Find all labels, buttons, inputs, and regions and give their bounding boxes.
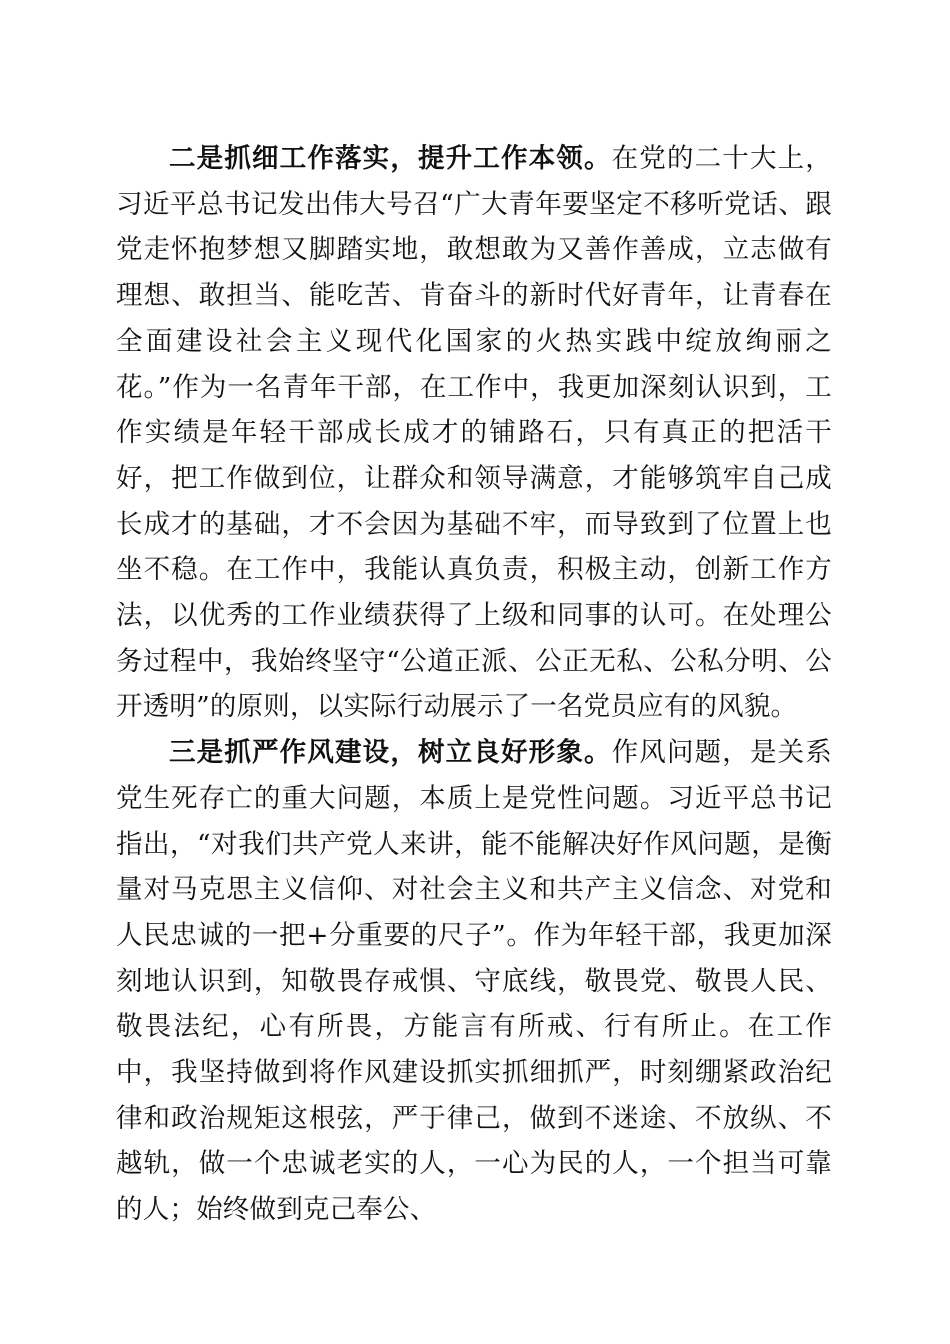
paragraph-3 — [116, 730, 832, 1233]
paragraph-2-lead: 二是抓细工作落实，提升工作本领。 — [169, 143, 612, 174]
paragraph-3-body: 作风问题，是关系党生死存亡的重大问题，本质上是党性问题。习近平总书记指出，“对我们共产党人来讲，能不能解决好作风问题，是衡量对马克思主义信仰、对社会主义和共产主义信念、对党和人民忠诚的一把+分重要的尺子”。作为年轻干部，我更加深刻地认识到，知敬畏存戒惧、守底线，敬畏党、敬畏人民、敬畏法纪，心有所畏，方能言有所戒、行有所止。在工作中，我坚持做到将作风建设抓实抓细抓严，时刻绷紧政治纪律和政治规矩这根弦，严于律己，做到不迷途、不放纵、不越轨，做一个忠诚老实的人，一心为民的人，一个担当可靠的人；始终做到克己奉公、 — [116, 737, 832, 1226]
paragraph-2 — [116, 136, 832, 730]
paragraph-3-lead: 三是抓严作风建设，树立良好形象。 — [169, 737, 612, 769]
document-body — [116, 136, 832, 1233]
paragraph-2-body: 在党的二十大上，习近平总书记发出伟大号召“广大青年要坚定不移听党话、跟党走怀抱梦想又脚踏实地，敢想敢为又善作善成，立志做有理想、敢担当、能吃苦、肯奋斗的新时代好青年，让青春在全面建设社会主义现代化国家的火热实践中绽放绚丽之花。”作为一名青年干部，在工作中，我更加深刻认识到，工作实绩是年轻干部成长成才的铺路石，只有真正的把活干好，把工作做到位，让群众和领导满意，才能够筑牢自己成长成才的基础，才不会因为基础不牢，而导致到了位置上也坐不稳。在工作中，我能认真负责，积极主动，创新工作方法，以优秀的工作业绩获得了上级和同事的认可。在处理公务过程中，我始终坚守“公道正派、公正无私、公私分明、公开透明”的原则，以实际行动展示了一名党员应有的风貌。 — [116, 143, 832, 723]
